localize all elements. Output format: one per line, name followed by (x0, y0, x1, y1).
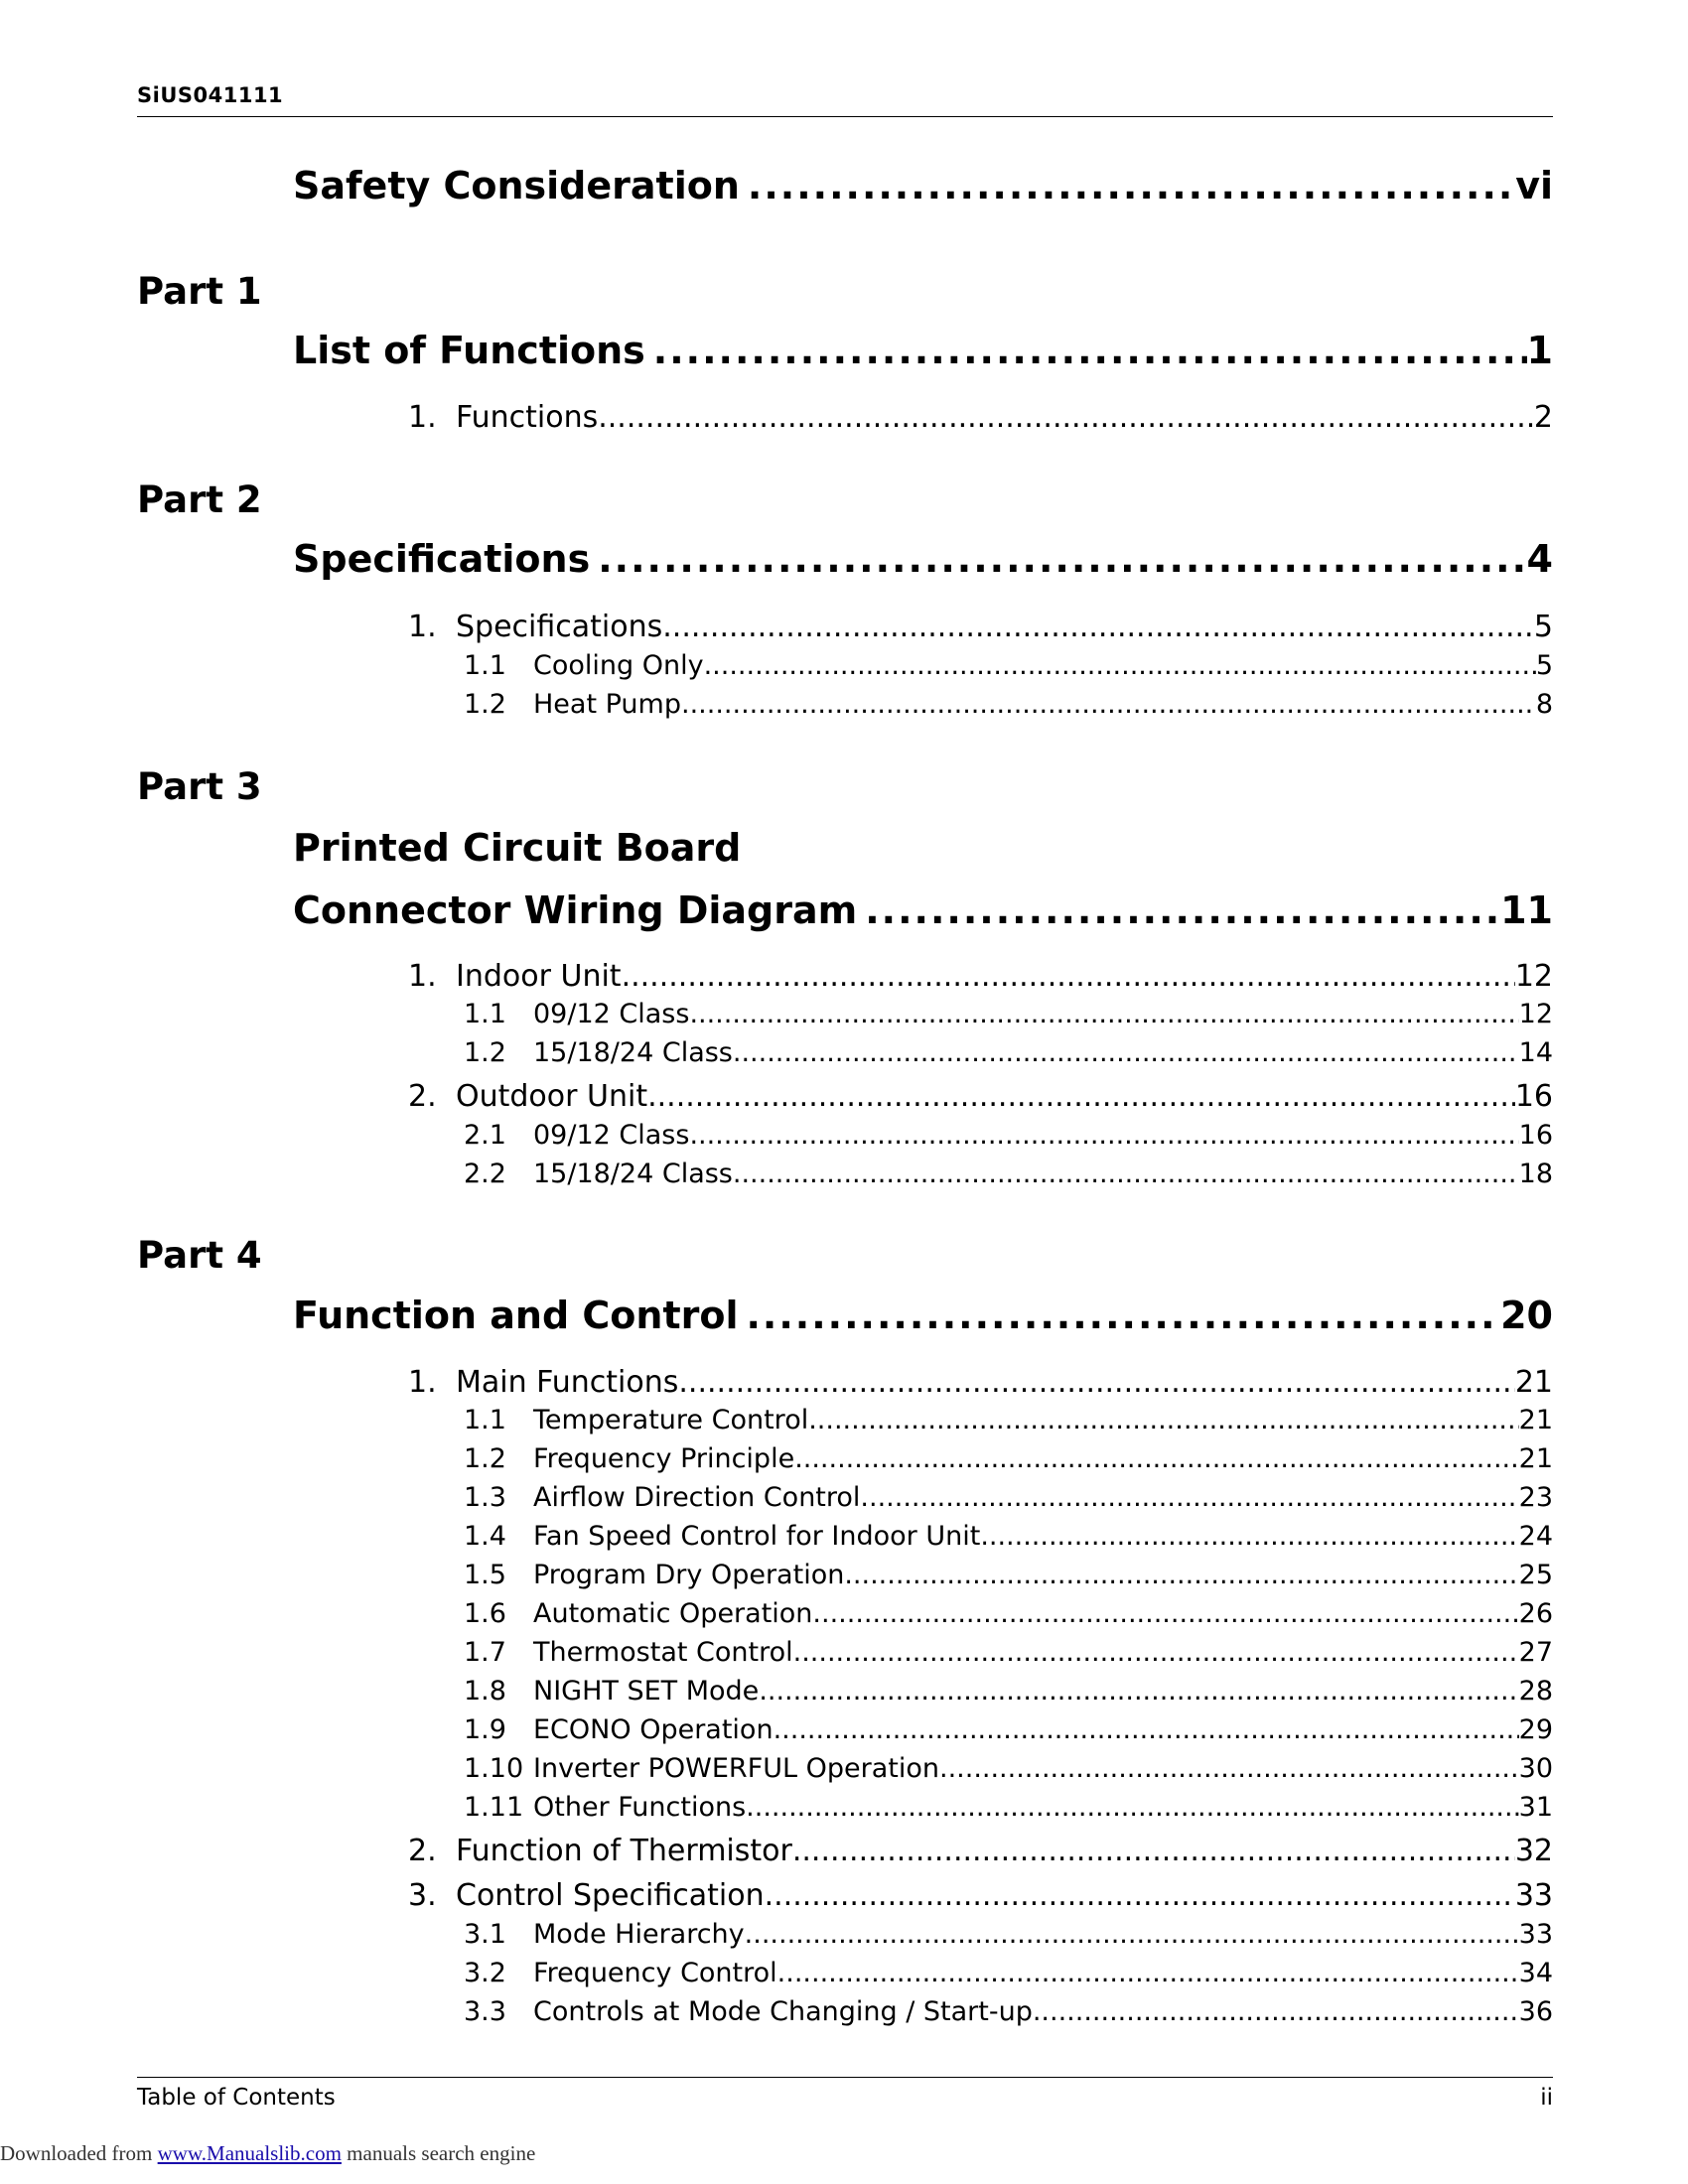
toc-title: Inverter POWERFUL Operation (533, 1753, 939, 1784)
dot-leader (689, 1120, 1518, 1151)
section-number: 2. (408, 1079, 437, 1114)
subsection-number: 2.1 (464, 1120, 506, 1151)
dot-leader (808, 1405, 1518, 1435)
dot-leader (653, 329, 1527, 372)
toc-page: 23 (1518, 1482, 1553, 1513)
section-number: 1. (408, 400, 437, 435)
toc-title: Fan Speed Control for Indoor Unit (533, 1521, 981, 1552)
toc-entry-subsection[interactable] (464, 1958, 1553, 1988)
toc-entry-subsection[interactable] (464, 1159, 1553, 1189)
toc-page: 8 (1535, 689, 1553, 720)
toc-title: Specifications (456, 610, 663, 644)
footer-page-number: ii (1540, 2085, 1553, 2111)
dot-leader (746, 1792, 1518, 1823)
subsection-number: 1.9 (464, 1714, 506, 1745)
footer-section-title: Table of Contents (137, 2085, 336, 2111)
toc-entry-subsection[interactable] (464, 999, 1553, 1029)
subsection-number: 1.10 (464, 1753, 524, 1784)
subsection-number: 1.4 (464, 1521, 506, 1552)
toc-entry-section[interactable] (408, 1878, 1553, 1913)
toc-page: 5 (1535, 650, 1553, 681)
toc-page: 2 (1533, 400, 1553, 435)
toc-title: Airflow Direction Control (533, 1482, 861, 1513)
dot-leader (812, 1598, 1518, 1629)
header-rule (137, 116, 1553, 117)
dot-leader (622, 959, 1515, 994)
toc-title: Temperature Control (533, 1405, 809, 1435)
toc-page: 25 (1518, 1560, 1553, 1590)
dot-leader (860, 1482, 1518, 1513)
dot-leader (662, 610, 1534, 644)
dot-leader (939, 1753, 1519, 1784)
toc-title: Outdoor Unit (456, 1079, 648, 1114)
part-label: Part 4 (137, 1234, 262, 1277)
toc-page: 36 (1518, 1996, 1553, 2027)
part-label: Part 1 (137, 270, 262, 313)
dot-leader (704, 650, 1536, 681)
toc-page: 16 (1514, 1079, 1553, 1114)
subsection-number: 1.2 (464, 1443, 506, 1474)
dot-leader (647, 1079, 1515, 1114)
subsection-number: 1.3 (464, 1482, 506, 1513)
subsection-number: 1.7 (464, 1637, 506, 1668)
toc-page: 27 (1518, 1637, 1553, 1668)
toc-title: 15/18/24 Class (533, 1159, 733, 1189)
toc-entry-section[interactable] (408, 400, 1553, 435)
toc-entry-subsection[interactable] (464, 689, 1553, 720)
toc-title: Program Dry Operation (533, 1560, 845, 1590)
toc-title: Control Specification (456, 1878, 765, 1913)
dot-leader (794, 1443, 1518, 1474)
subsection-number: 1.2 (464, 689, 506, 720)
toc-page: 21 (1518, 1443, 1553, 1474)
toc-page: 5 (1533, 610, 1553, 644)
toc-page: 26 (1518, 1598, 1553, 1629)
toc-title: 09/12 Class (533, 1120, 690, 1151)
toc-title: Indoor Unit (456, 959, 622, 994)
dot-leader (844, 1560, 1518, 1590)
dot-leader (793, 1637, 1519, 1668)
toc-title: Other Functions (533, 1792, 747, 1823)
subsection-number: 1.6 (464, 1598, 506, 1629)
toc-page: 33 (1514, 1878, 1553, 1913)
section-number: 1. (408, 1365, 437, 1400)
part-label: Part 2 (137, 478, 262, 521)
toc-entry-subsection[interactable] (464, 1714, 1553, 1745)
subsection-number: 3.2 (464, 1958, 506, 1988)
subsection-number: 3.1 (464, 1919, 506, 1950)
toc-page: 4 (1526, 537, 1553, 581)
dot-leader (1033, 1996, 1519, 2027)
dot-leader (765, 1878, 1515, 1913)
toc-title: NIGHT SET Mode (533, 1676, 760, 1706)
toc-entry-part-title[interactable] (293, 329, 1553, 372)
subsection-number: 1.1 (464, 650, 506, 681)
toc-entry-subsection[interactable] (464, 1521, 1553, 1552)
doc-code: SiUS041111 (137, 83, 284, 107)
toc-entry-subsection[interactable] (464, 1637, 1553, 1668)
toc-title: List of Functions (293, 329, 645, 372)
toc-entry-safety[interactable] (293, 164, 1553, 207)
dot-leader (733, 1159, 1519, 1189)
toc-title: Main Functions (456, 1365, 679, 1400)
dot-leader (777, 1958, 1519, 1988)
toc-title: Function of Thermistor (456, 1834, 792, 1868)
toc-title: Specifications (293, 537, 591, 581)
toc-page: 20 (1500, 1294, 1553, 1337)
dot-leader (792, 1834, 1515, 1868)
section-number: 1. (408, 610, 437, 644)
section-number: 2. (408, 1834, 437, 1868)
subsection-number: 1.8 (464, 1676, 506, 1706)
dot-leader (748, 164, 1515, 207)
toc-entry-subsection[interactable] (464, 1753, 1553, 1784)
part-title-line1: Printed Circuit Board (293, 826, 742, 870)
toc-page: 11 (1500, 888, 1553, 932)
toc-page: 16 (1518, 1120, 1553, 1151)
toc-entry-section[interactable] (408, 1079, 1553, 1114)
toc-entry-section[interactable] (408, 1365, 1553, 1400)
toc-page: 12 (1514, 959, 1553, 994)
toc-page: 14 (1518, 1037, 1553, 1068)
toc-entry-subsection[interactable] (464, 650, 1553, 681)
toc-title: Functions (456, 400, 599, 435)
toc-title: Heat Pump (533, 689, 681, 720)
footer-rule (137, 2077, 1553, 2078)
toc-entry-subsection[interactable] (464, 1482, 1553, 1513)
toc-page: vi (1515, 164, 1553, 207)
subsection-number: 3.3 (464, 1996, 506, 2027)
toc-entry-subsection[interactable] (464, 1598, 1553, 1629)
toc-title: Function and Control (293, 1294, 739, 1337)
subsection-number: 1.1 (464, 1405, 506, 1435)
toc-title: 15/18/24 Class (533, 1037, 733, 1068)
dot-leader (747, 1294, 1501, 1337)
toc-entry-subsection[interactable] (464, 1405, 1553, 1435)
toc-entry-subsection[interactable] (464, 1676, 1553, 1706)
watermark-prefix: Downloaded from (0, 2141, 158, 2165)
subsection-number: 1.5 (464, 1560, 506, 1590)
toc-title: Automatic Operation (533, 1598, 813, 1629)
section-number: 1. (408, 959, 437, 994)
dot-leader (689, 999, 1518, 1029)
manualslib-link[interactable]: www.Manualslib.com (157, 2141, 342, 2165)
toc-page: 21 (1514, 1365, 1553, 1400)
section-number: 3. (408, 1878, 437, 1913)
toc-entry-part-title[interactable] (293, 537, 1553, 581)
toc-title: Thermostat Control (533, 1637, 793, 1668)
toc-entry-part-title[interactable] (293, 888, 1553, 932)
toc-entry-subsection[interactable] (464, 1037, 1553, 1068)
toc-page: 33 (1518, 1919, 1553, 1950)
toc-page: 21 (1518, 1405, 1553, 1435)
toc-entry-section[interactable] (408, 610, 1553, 644)
dot-leader (745, 1919, 1519, 1950)
dot-leader (759, 1676, 1518, 1706)
toc-entry-subsection[interactable] (464, 1792, 1553, 1823)
part-label: Part 3 (137, 765, 262, 808)
toc-title: Frequency Principle (533, 1443, 795, 1474)
toc-title: Mode Hierarchy (533, 1919, 745, 1950)
dot-leader (681, 689, 1536, 720)
dot-leader (774, 1714, 1519, 1745)
toc-entry-subsection[interactable] (464, 1560, 1553, 1590)
watermark-suffix: manuals search engine (341, 2141, 536, 2165)
download-watermark (0, 2141, 535, 2166)
subsection-number: 1.1 (464, 999, 506, 1029)
dot-leader (865, 888, 1500, 932)
dot-leader (980, 1521, 1518, 1552)
toc-title: Cooling Only (533, 650, 704, 681)
toc-page: 28 (1518, 1676, 1553, 1706)
toc-page: 34 (1518, 1958, 1553, 1988)
toc-page: 29 (1518, 1714, 1553, 1745)
subsection-number: 1.11 (464, 1792, 524, 1823)
toc-page: 31 (1518, 1792, 1553, 1823)
toc-entry-subsection[interactable] (464, 1443, 1553, 1474)
dot-leader (678, 1365, 1514, 1400)
toc-page: 30 (1518, 1753, 1553, 1784)
toc-entry-section[interactable] (408, 959, 1553, 994)
dot-leader (733, 1037, 1519, 1068)
toc-title: Safety Consideration (293, 164, 740, 207)
toc-entry-part-title[interactable] (293, 1294, 1553, 1337)
toc-page: 12 (1518, 999, 1553, 1029)
toc-entry-subsection[interactable] (464, 1120, 1553, 1151)
toc-title: Frequency Control (533, 1958, 777, 1988)
dot-leader (598, 537, 1526, 581)
toc-entry-section[interactable] (408, 1834, 1553, 1868)
subsection-number: 1.2 (464, 1037, 506, 1068)
toc-page: 24 (1518, 1521, 1553, 1552)
dot-leader (598, 400, 1534, 435)
toc-entry-subsection[interactable] (464, 1996, 1553, 2027)
toc-page: 32 (1514, 1834, 1553, 1868)
toc-title: Connector Wiring Diagram (293, 888, 858, 932)
toc-title: 09/12 Class (533, 999, 690, 1029)
toc-title: Controls at Mode Changing / Start-up (533, 1996, 1033, 2027)
toc-entry-subsection[interactable] (464, 1919, 1553, 1950)
toc-page: 18 (1518, 1159, 1553, 1189)
toc-title: ECONO Operation (533, 1714, 774, 1745)
toc-page: 1 (1526, 329, 1553, 372)
subsection-number: 2.2 (464, 1159, 506, 1189)
